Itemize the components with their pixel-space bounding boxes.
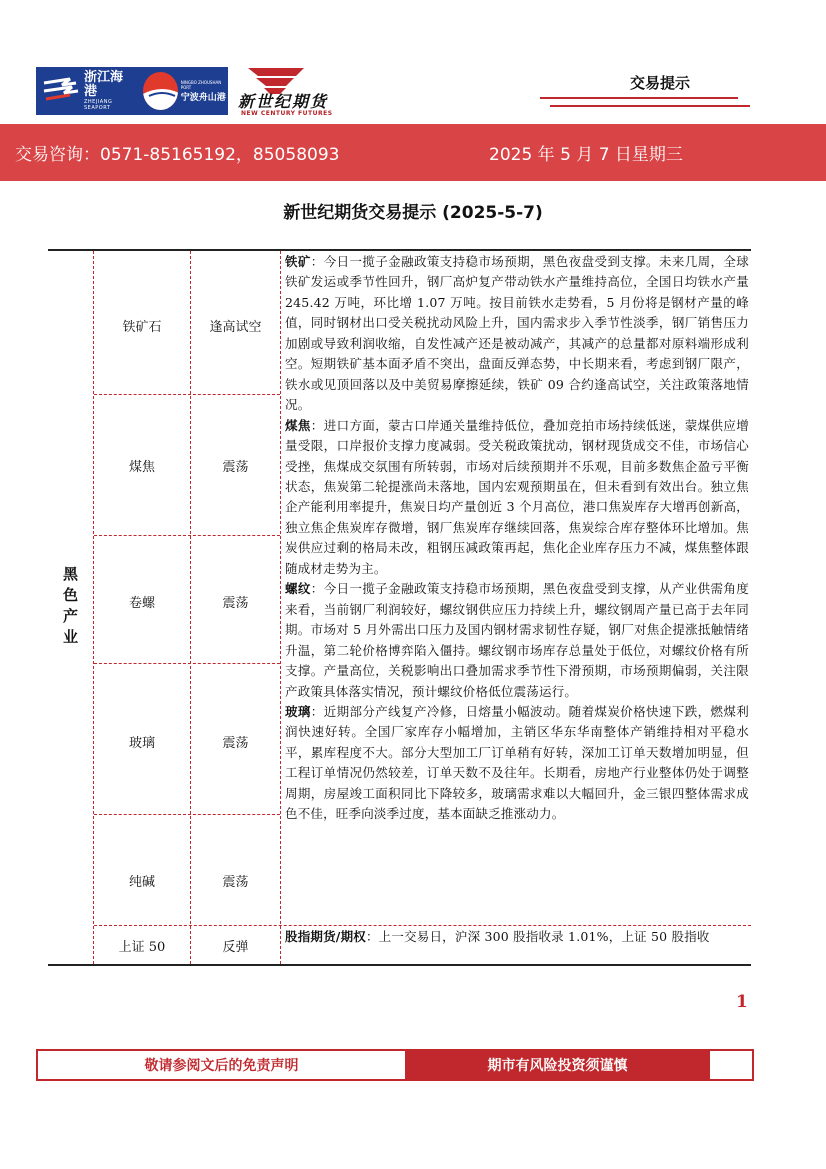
zhejiang-seaport-logo <box>36 67 228 115</box>
analysis-label: 玻璃 <box>285 703 311 719</box>
footer-bar <box>36 1049 754 1081</box>
analysis-label: 铁矿 <box>285 254 311 269</box>
logo-zhejiang-en: ZHEJIANG SEAPORT <box>84 99 113 111</box>
table-row-view: 震荡 <box>222 596 249 611</box>
row-divider <box>94 535 280 536</box>
row-divider <box>94 814 280 815</box>
header-rule-1 <box>540 97 738 99</box>
page-number: 1 <box>736 992 748 1012</box>
row-divider <box>94 394 280 395</box>
table-row-view: 震荡 <box>222 875 249 890</box>
table-row-view: 震荡 <box>222 736 249 751</box>
wave-icon <box>40 71 82 111</box>
logo-new-century-en: NEW CENTURY FUTURES <box>241 110 333 117</box>
sector-label: 黑色产业 <box>61 565 79 650</box>
table-top-rule <box>48 249 751 251</box>
table-row-name: 煤焦 <box>128 460 155 475</box>
table-row-name: 卷螺 <box>128 596 155 611</box>
analysis-label: 股指期货/期权 <box>285 929 366 944</box>
risk-warning: 期市有风险投资须谨慎 <box>405 1051 710 1079</box>
logo-ningbo-en: NINGBO ZHOUSHAN PORT <box>180 79 222 90</box>
table-row-view: 震荡 <box>222 460 249 475</box>
analysis-text: ：上一交易日，沪深 300 股指收录 1.01%，上证 50 股指收 <box>365 929 710 944</box>
contact-banner <box>0 124 826 181</box>
table-bottom-rule <box>48 964 751 966</box>
analysis-paragraph <box>285 579 749 702</box>
logo-new-century-name: 新世纪期货 <box>238 92 329 111</box>
table-row-name: 纯碱 <box>128 875 155 890</box>
analysis-label: 煤焦 <box>285 417 311 433</box>
analysis-text: ：近期部分产线复产冷修，日熔量小幅波动。随着煤炭价格快速下跌，燃煤利润快速好转。全国厂家库存小幅增加，主销区华东华南整体产销维持相对平稳水平，累库程度不大。部分大型加工厂订单稍有好转，深加工订单天数增加明显，但工程订单情况仍然较差，订单天数不及往年。长期看，房地产行业整体仍处于调整周期，房屋竣工面积同比下降较多，玻璃需求难以大幅回升，金三银四整体需求成色不佳，旺季向淡季过度，基本面缺乏推涨动力。 <box>285 703 749 822</box>
header-rule-2 <box>550 105 750 107</box>
report-title: 新世纪期货交易提示 (2025-5-7) <box>283 203 543 223</box>
analysis-content <box>285 252 749 825</box>
table-row-name: 铁矿石 <box>122 320 162 335</box>
table-row-view: 反弹 <box>222 940 249 955</box>
analysis-text: ：进口方面，蒙古口岸通关量维持低位，叠加竞拍市场持续低迷，蒙煤供应增量受限，口岸报价支撑力度减弱。受关税政策扰动，钢材现货成交不佳，市场信心受挫，焦煤成交氛围有所转弱，市场对后续预期并不乐观，目前多数焦企盈亏平衡状态，焦炭第二轮提涨尚未落地，国内宏观预期虽在，但未看到有效出台。独立焦企产能利用率提升，焦炭日均产量创近 3 个月高位，港口焦炭库存大增再创新高，独立焦企焦炭库存微增，钢厂焦炭库存继续回落，焦炭综合库存整体环比增加。焦炭供应过剩的格局未改，粗钢压减政策再起，焦化企业库存压力不减，煤焦整体跟随成材走势为主。 <box>285 417 749 576</box>
analysis-paragraph <box>285 702 749 825</box>
analysis-text: ：今日一揽子金融政策支持稳市场预期，黑色夜盘受到支撑，从产业供需角度来看，当前钢厂利润较好，螺纹钢供应压力持续上升，螺纹钢周产量已高于去年同期。市场对 5 月外需出口压力及国内钢材需求韧性存疑，钢厂对焦企提涨抵触情绪升温，第二轮价格博弈陷入僵持。螺纹钢市场库存总量处于低位，对螺纹价格有所支撑。产量高位，关税影响出口叠加需求季节性下滑预期，市场预期偏弱，关注限产政策具体落实情况，预计螺纹价格低位震荡运行。 <box>285 581 749 699</box>
analysis-text: ：今日一揽子金融政策支持稳市场预期，黑色夜盘受到支撑。未来几周，全球铁矿发运或季节性回升，钢厂高炉复产带动铁水产量维持高位，全国日均铁水产量 245.42 万吨，环比增 1.07 万吨。按目前铁水走势看，5 月份将是钢材产量的峰值，同时钢材出口受关税扰动风险上升，国内需求步入季节性淡季，钢厂销售压力加剧或导致利润收缩，自发性减产还是被动减产，其减产的总量都对原料端形成利空。短期铁矿基本面矛盾不突出，盘面反弹态势，中长期来看，考虑到钢厂限产，铁水或见顶回落以及中美贸易摩擦延续，铁矿 09 合约逢高试空，关注政策落地情况。 <box>285 254 749 413</box>
trade-contact: 交易咨询：0571-85165192，85058093 <box>15 145 340 165</box>
ningbo-port-emblem-icon <box>143 72 177 110</box>
row-divider <box>94 925 751 926</box>
document-type: 交易提示 <box>630 74 691 92</box>
row-divider <box>94 663 280 664</box>
analysis-paragraph <box>285 416 749 580</box>
report-date: 2025 年 5 月 7 日星期三 <box>489 145 683 165</box>
index-futures-analysis <box>285 927 710 945</box>
sector-label-cell <box>48 251 93 964</box>
analysis-paragraph <box>285 252 749 416</box>
analysis-label: 螺纹 <box>285 581 311 597</box>
table-row-name: 上证 50 <box>118 940 166 955</box>
table-row-name: 玻璃 <box>128 736 155 751</box>
column-divider <box>280 251 281 964</box>
table-row-view: 逢高试空 <box>209 320 262 335</box>
logo-zhejiang-name: 浙江海港 <box>84 70 124 99</box>
logo-ningbo-name: 宁波舟山港 <box>180 92 226 103</box>
disclaimer-link[interactable]: 敬请参阅文后的免责声明 <box>144 1058 299 1074</box>
